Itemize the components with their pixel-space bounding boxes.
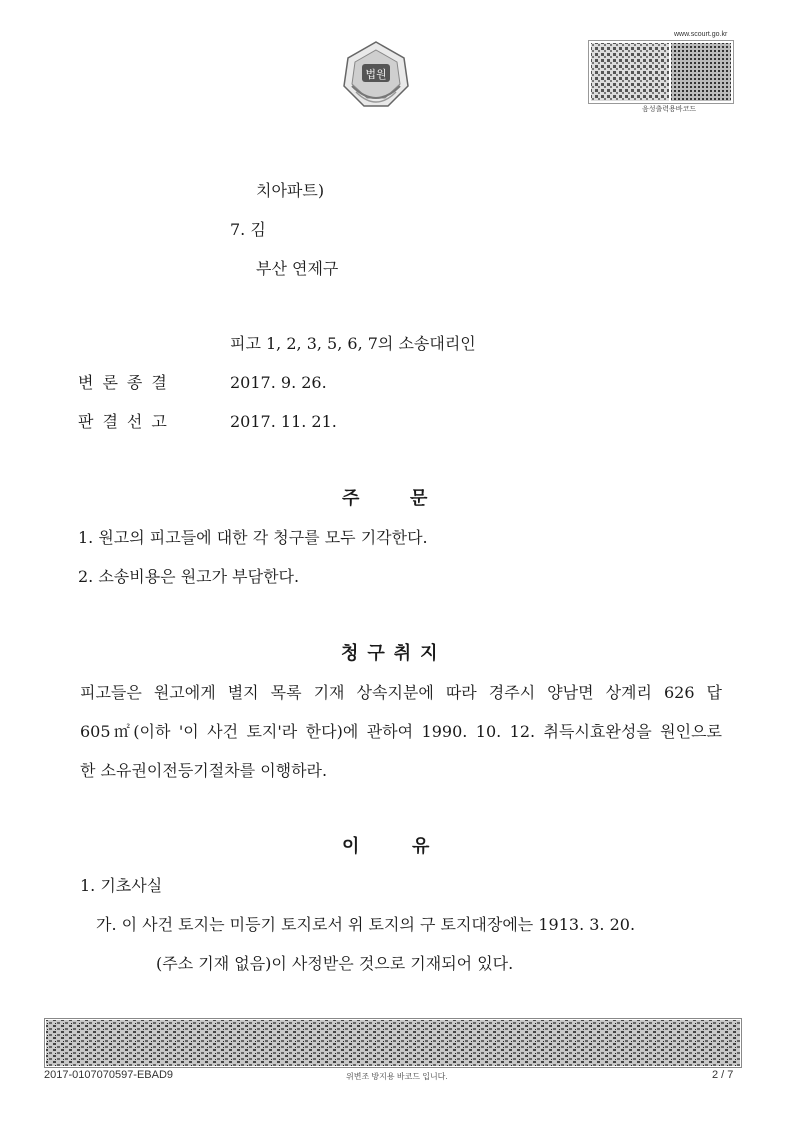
order-heading-char-2: 문 (410, 488, 428, 509)
court-seal-logo (342, 40, 410, 110)
reason-heading-char-1: 이 (342, 836, 360, 857)
barcode-note: 위변조 방지용 바코드 입니다. (346, 1072, 448, 1081)
reason-subitem-a: 가. 이 사건 토지는 미등기 토지로서 위 토지의 구 토지대장에는 1913. 3. 20. (96, 915, 636, 934)
judgment-label: 판결선고 (78, 412, 176, 431)
reason-item-1: 1. 기초사실 (80, 876, 163, 895)
page-number: 2 / 7 (712, 1069, 734, 1081)
reason-subitem-a-continuation: (주소 기재 없음)이 사정받은 것으로 기재되어 있다. (156, 954, 514, 973)
order-item-2: 2. 소송비용은 원고가 부담한다. (78, 567, 300, 586)
qr-barcode-box (588, 40, 734, 104)
party-address-continuation: 치아파트) (256, 181, 325, 200)
judgment-date: 2017. 11. 21. (230, 412, 337, 431)
party-7-address: 부산 연제구 (256, 259, 339, 278)
claim-heading: 청구취지 (341, 643, 447, 664)
seal-label: 법원 (365, 68, 387, 81)
order-item-1: 1. 원고의 피고들에 대한 각 청구를 모두 기각한다. (78, 528, 428, 547)
claim-line-1: 피고들은 원고에게 별지 목록 기재 상속지분에 따라 경주시 양남면 상계리 626 답 (80, 683, 722, 702)
claim-line-3: 한 소유권이전등기절차를 이행하라. (80, 761, 328, 780)
site-url: www.scourt.go.kr (674, 31, 728, 38)
reason-heading-char-2: 유 (412, 836, 430, 857)
party-7-name: 7. 김 (230, 220, 266, 239)
argument-closed-date: 2017. 9. 26. (230, 373, 327, 392)
document-id: 2017-0107070597-EBAD9 (44, 1069, 174, 1081)
legal-agent-line: 피고 1, 2, 3, 5, 6, 7의 소송대리인 (230, 334, 476, 353)
claim-line-2: 605㎡(이하 '이 사건 토지'라 한다)에 관하여 1990. 10. 12. 취득시효완성을 원인으로 (80, 722, 722, 741)
barcode-caption: 음성출력용바코드 (642, 106, 697, 113)
anti-forgery-barcode-image (45, 1019, 741, 1067)
argument-closed-label: 변론종결 (78, 373, 176, 392)
qr-barcode-image (589, 41, 733, 103)
anti-forgery-barcode (44, 1018, 742, 1068)
order-heading-char-1: 주 (342, 488, 360, 509)
